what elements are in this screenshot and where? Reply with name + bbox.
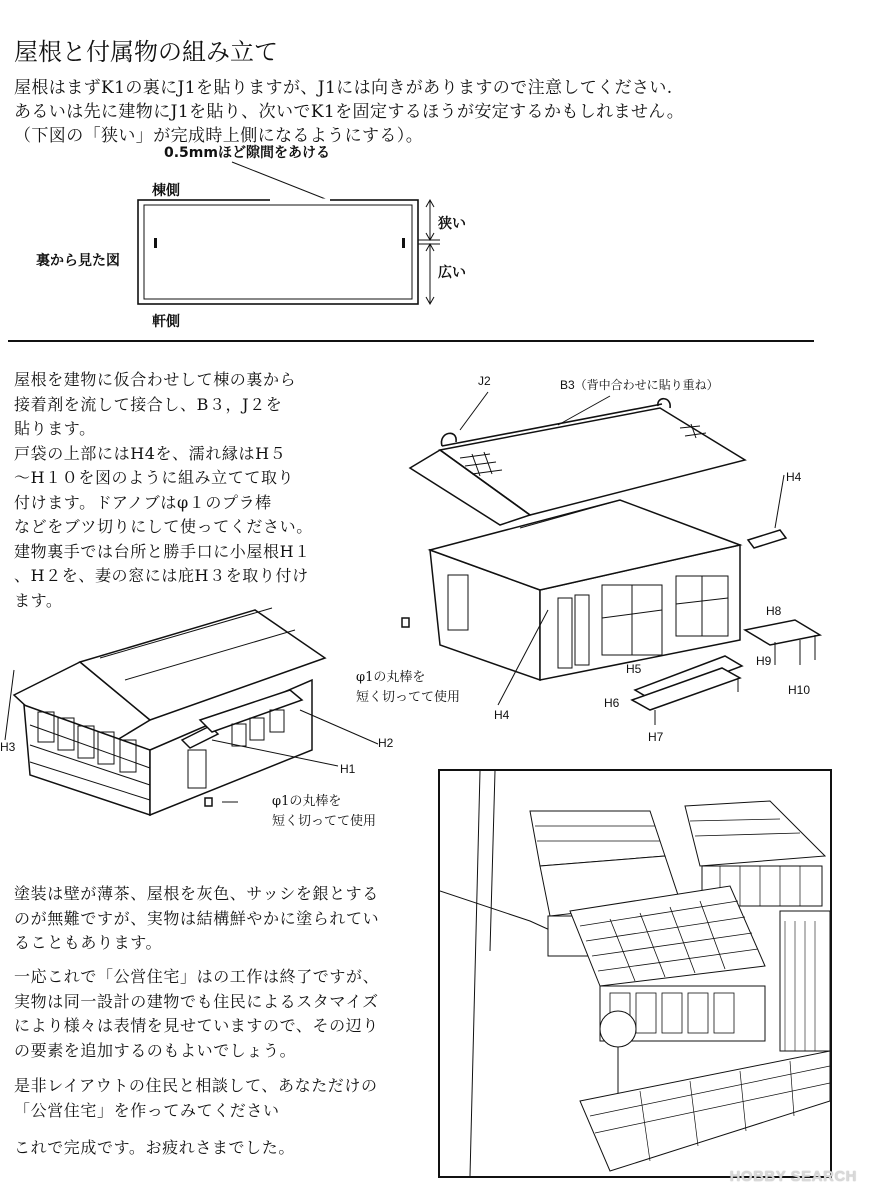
customize-line: 実物は同一設計の建物でも住民によるスタマイズ [14, 991, 379, 1011]
assembly-line: ～H１０を図のように組み立てて取り [14, 468, 295, 487]
closing-text: これで完成です。お疲れさまでした。 [14, 1138, 295, 1157]
rod-note-line: 短く切ってて使用 [356, 690, 461, 705]
consult-line: 是非レイアウトの住民と相談して、あなただけの [14, 1076, 378, 1095]
label-h6: H6 [604, 696, 620, 710]
rod-note-line: φ1の丸棒を [272, 794, 342, 809]
eave-side-label: 軒側 [152, 314, 180, 330]
intro-line: あるいは先に建物にJ1を貼り、次いでK1を固定するほうが安定するかもしれません。 [14, 102, 685, 122]
label-j2: J2 [478, 374, 491, 388]
assembly-line: ます。 [14, 590, 63, 610]
assembly-instructions [14, 368, 313, 613]
label-h4-bottom: H4 [494, 708, 510, 722]
customize-paragraph [14, 965, 379, 1063]
section-divider [8, 340, 814, 342]
label-h4-top: H4 [786, 470, 802, 484]
painting-line: のが無難ですが、実物は結構鮮やかに塗られてい [14, 908, 380, 928]
assembly-line: 屋根を建物に仮合わせして棟の裏から [14, 370, 297, 389]
diorama-sketch [438, 769, 832, 1178]
customize-line: により様々は表情を見せていますので、その辺り [14, 1016, 379, 1035]
label-h2: H2 [378, 736, 394, 750]
assembly-line: 戸袋の上部にはH4を、濡れ縁はH５ [14, 443, 287, 463]
label-h1: H1 [340, 762, 356, 776]
painting-paragraph [14, 882, 379, 956]
wide-label: 広い [438, 265, 466, 281]
label-h10: H10 [788, 683, 811, 697]
customize-line: の要素を追加するのもよいでしょう。 [14, 1040, 297, 1060]
roof-outline-drawing [0, 0, 875, 345]
view-label: 裏から見た図 [36, 253, 120, 269]
assembly-line: 付けます。ドアノブはφ１のプラ棒 [14, 492, 272, 512]
gap-note-label: 0.5mmほど隙間をあける [164, 145, 330, 161]
assembly-line: 貼ります。 [14, 419, 96, 438]
consult-paragraph [14, 1074, 378, 1123]
painting-line: 塗装は壁が薄茶、屋根を灰色、サッシを銀とする [14, 884, 379, 903]
label-h8: H8 [766, 604, 782, 618]
painting-line: ることもあります。 [14, 933, 163, 952]
label-h5: H5 [626, 662, 642, 676]
rear-house-drawing [0, 600, 420, 830]
intro-line: 屋根はまずK1の裏にJ1を貼りますが、J1には向きがありますので注意してください. [14, 78, 673, 98]
page-title: 屋根と付属物の組み立て [14, 38, 278, 66]
assembly-line: 接着剤を流して接合し、B３，J２を [14, 394, 283, 414]
consult-line: 「公営住宅」を作ってみてください [14, 1100, 280, 1120]
label-h9: H9 [756, 654, 772, 668]
rod-note-line: 短く切ってて使用 [272, 814, 377, 829]
ridge-side-label: 棟側 [152, 183, 180, 199]
label-b3: B3（背中合わせに貼り重ね） [560, 378, 719, 392]
customize-line: 一応これで「公営住宅」はの工作は終了ですが、 [14, 967, 380, 986]
label-h7: H7 [648, 730, 664, 744]
watermark: HOBBY SEARCH [729, 1168, 857, 1185]
diorama-drawing [440, 771, 830, 1176]
exploded-house-drawing [380, 380, 840, 760]
rod-note-line: φ1の丸棒を [356, 670, 426, 685]
assembly-line: などをブツ切りにして使ってください。 [14, 517, 313, 536]
assembly-line: 、H２を、妻の窓には庇H３を取り付け [14, 566, 309, 585]
assembly-line: 建物裏手では台所と勝手口に小屋根H１ [14, 541, 311, 561]
intro-line: （下図の「狭い」が完成時上側になるようにする）。 [14, 126, 424, 146]
label-h3: H3 [0, 740, 16, 754]
narrow-label: 狭い [438, 216, 466, 232]
